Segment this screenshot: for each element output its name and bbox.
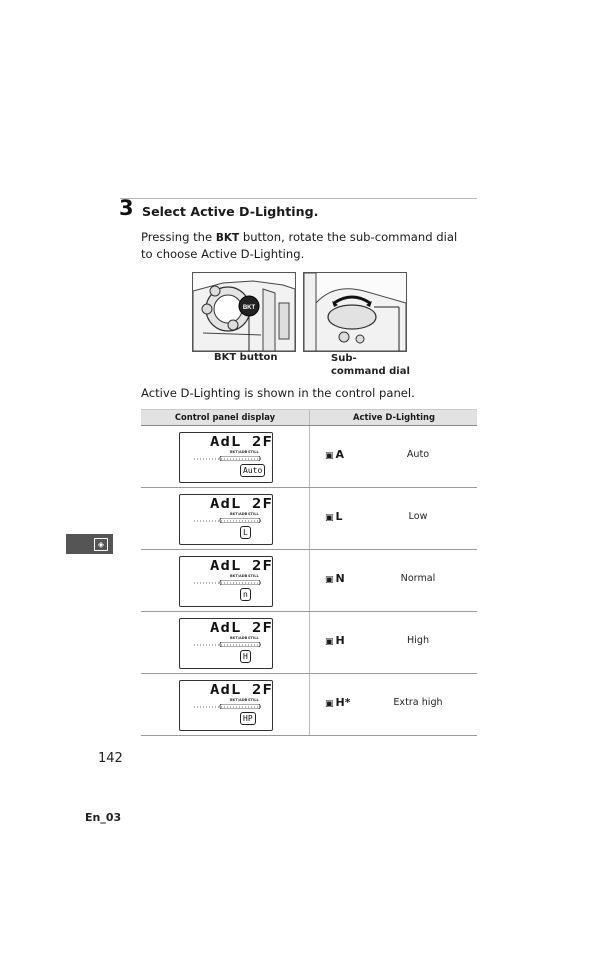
step-title: Select Active D-Lighting. — [142, 204, 319, 219]
adl-icon: ▣ N — [325, 572, 345, 585]
bkt-button-photo — [192, 272, 296, 352]
lcd-display: AdL 2F BKT/ADB STILL L — [179, 494, 273, 545]
adl-setting-label: Extra high — [393, 697, 443, 708]
caption-bkt-button: BKT button — [214, 352, 278, 363]
footer-code: En_03 — [85, 811, 122, 824]
table-row — [141, 550, 477, 612]
section-side-tab — [66, 534, 113, 554]
sub-command-dial-photo — [303, 272, 407, 352]
adl-setting-label: Auto — [406, 449, 430, 460]
table-header — [141, 409, 477, 426]
lcd-display: AdL 2F BKT/ADB STILL n — [179, 556, 273, 607]
bkt-label: BKT — [215, 232, 240, 244]
lcd-display: AdL 2F BKT/ADB STILL Auto — [179, 432, 273, 483]
caption-sub-command-dial: Sub-command dial — [331, 353, 410, 377]
step-instructions: Pressing the BKT button, rotate the sub-command dial to choose Active D-Lighting. — [141, 230, 458, 261]
step-number: 3 — [119, 196, 134, 220]
adl-icon: ▣ L — [325, 510, 343, 523]
lcd-adl-value: H — [240, 650, 251, 663]
svg-text:BKT: BKT — [242, 305, 256, 311]
adl-setting-label: High — [406, 635, 430, 646]
page-number: 142 — [98, 751, 123, 766]
active-d-lighting-table — [141, 409, 477, 736]
adl-setting-label: Low — [408, 511, 428, 522]
control-panel-note: Active D-Lighting is shown in the control panel. — [141, 386, 415, 400]
top-rule — [120, 198, 477, 199]
adl-setting-label: Normal — [400, 573, 436, 584]
lcd-display: AdL 2F BKT/ADB STILL H — [179, 618, 273, 669]
lcd-adl-value: L — [240, 526, 251, 539]
adl-icon: ▣ H — [325, 634, 345, 647]
header-control-panel-display: Control panel display — [174, 412, 276, 422]
adl-icon: ▣ H* — [325, 696, 351, 709]
table-row — [141, 612, 477, 674]
adl-icon: ▣ A — [325, 448, 345, 461]
bracketing-icon: ◈ — [94, 538, 108, 551]
lcd-adl-value: Auto — [240, 464, 265, 477]
header-active-d-lighting: Active D-Lighting — [309, 410, 478, 425]
table-row — [141, 426, 477, 488]
table-row — [141, 488, 477, 550]
table-row — [141, 674, 477, 736]
lcd-adl-value: HP — [240, 712, 256, 725]
lcd-display: AdL 2F BKT/ADB STILL HP — [179, 680, 273, 731]
lcd-adl-value: n — [240, 588, 251, 601]
